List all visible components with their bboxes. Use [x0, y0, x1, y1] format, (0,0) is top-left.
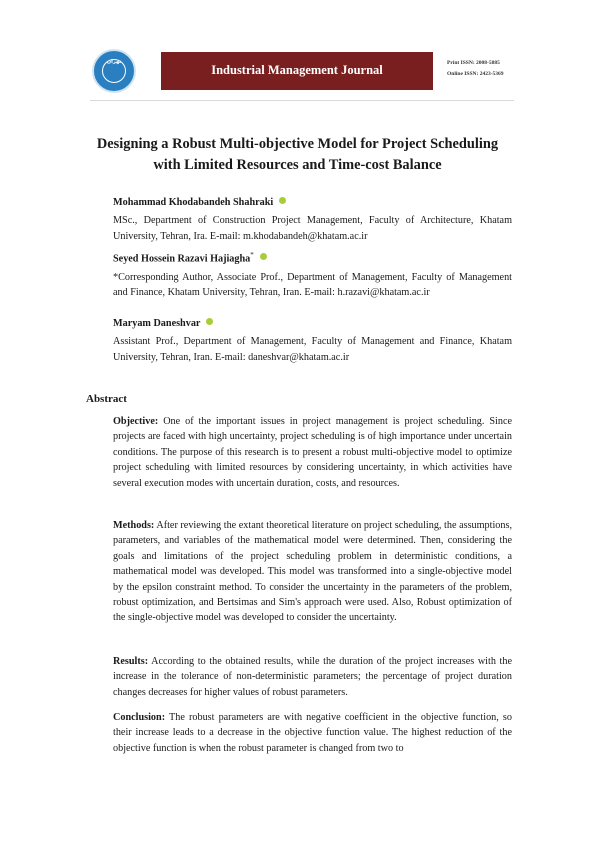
methods-paragraph — [113, 518, 512, 626]
orcid-icon[interactable] — [206, 318, 213, 325]
journal-title: Industrial Management Journal — [211, 63, 383, 77]
title-line-1: Designing a Robust Multi-objective Model for Project Scheduling — [96, 136, 499, 152]
objective-paragraph — [113, 414, 512, 491]
online-issn: Online ISSN: 2423-5369 — [447, 71, 504, 77]
author-affiliation: *Corresponding Author, Associate Prof., Department of Management, Faculty of Management and Finance, Khatam University, Tehran, Iran. E-mail: h.razavi@khatam.ac.ir — [113, 271, 512, 298]
conclusion-paragraph — [113, 710, 512, 756]
author-affiliation: Assistant Prof., Department of Management, Faculty of Management and Finance, Khatam University, Tehran, Iran. E-mail: daneshvar@khatam.ac.ir — [113, 336, 512, 363]
university-logo — [92, 49, 136, 93]
orcid-icon[interactable] — [279, 197, 286, 204]
author-name: Seyed Hossein Razavi Hajiagha — [113, 253, 251, 265]
conclusion-label: Conclusion: — [113, 712, 166, 723]
journal-banner — [161, 52, 433, 90]
author-name: Mohammad Khodabandeh Shahraki — [113, 197, 274, 208]
methods-label: Methods: — [113, 520, 155, 531]
corresponding-mark: * — [250, 251, 254, 259]
author-name: Maryam Daneshvar — [113, 318, 201, 329]
results-label: Results: — [113, 656, 149, 667]
results-paragraph — [113, 654, 512, 700]
orcid-icon[interactable] — [260, 253, 267, 260]
journal-header — [90, 44, 514, 106]
objective-text: One of the important issues in project management is project scheduling. Since projects are faced with high uncertainty, project scheduling is of high importance under uncertain conditions. The purpose of this research is to present a robust multi-objective model to optimize project scheduling with limited resources by considering uncertainty, in which activities have several execution modes with uncertain duration, costs, and resources. — [113, 416, 512, 489]
author-2 — [113, 248, 512, 300]
methods-text: After reviewing the extant theoretical literature on project scheduling, the assumptions, parameters, and variables of the mathematical model were determined. Then, considering the goals and limitations of the project scheduling problem in deterministic conditions, a mathematical model was developed. This model was transformed into a single-objective model by the epsilon constraint method. To consider the uncertainty in the parameters of the problem, robust optimization, and Bertsimas and Sim's approach were used. Also, Robust optimization of the single-objective model was developed to consider the uncertainty. — [113, 520, 512, 624]
logo-text: تهران — [106, 59, 122, 65]
author-affiliation: MSc., Department of Construction Project Management, Faculty of Architecture, Khatam University, Tehran, Ira. E-mail: m.khodabandeh@khatam.ac.ir — [113, 215, 512, 242]
results-text: According to the obtained results, while the duration of the project increases with the increase in the tolerance of non-deterministic parameters; the percentage of project duration changes decreases for higher values of robust parameters. — [113, 656, 512, 698]
paper-title — [70, 134, 525, 176]
author-3 — [113, 316, 512, 365]
objective-label: Objective: — [113, 416, 159, 427]
print-issn: Print ISSN: 2008-5885 — [447, 60, 500, 66]
author-1 — [113, 195, 512, 244]
title-line-2: with Limited Resources and Time-cost Balance — [153, 157, 442, 173]
header-divider — [90, 100, 514, 101]
abstract-heading: Abstract — [86, 393, 127, 405]
conclusion-text: The robust parameters are with negative coefficient in the objective function, so their increase leads to a decrease in the objective function value. The highest reduction of the objective function is when the robust parameter is changed from two to — [113, 712, 512, 754]
issn-block — [447, 58, 504, 80]
